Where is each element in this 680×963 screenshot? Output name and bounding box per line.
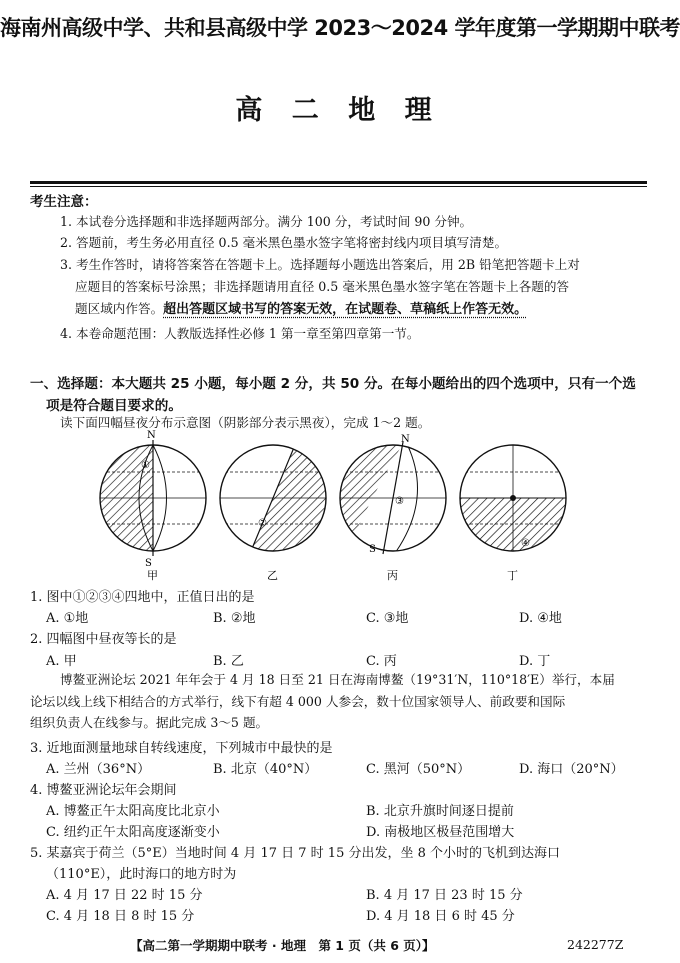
- q3-option-a: A. 兰州（36°N）: [46, 762, 151, 777]
- q5-option-b: B. 4 月 17 日 23 时 15 分: [366, 888, 523, 903]
- label-jia: 甲: [147, 569, 158, 582]
- notice-item-3-cont: 应题目的答案标号涂黑；非选择题请用直径 0.5 毫米黑色墨水签字笔在答题卡上各题的答: [75, 279, 570, 294]
- q1-option-b: B. ②地: [213, 611, 256, 626]
- q1-option-a: A. ①地: [46, 611, 89, 626]
- q2-stem: 2. 四幅图中昼夜等长的是: [30, 632, 177, 647]
- notice-item-2: 2. 答题前，考生务必用直径 0.5 毫米黑色墨水签字笔将密封线内项目填写清楚。: [60, 235, 508, 250]
- section1-line1: 一、选择题：本大题共 25 小题，每小题 2 分，共 50 分。在每小题给出的四个选项中，只有一个选: [30, 376, 636, 392]
- q1-option-c: C. ③地: [366, 611, 409, 626]
- q5-stem-line-2: （110°E），此时海口的地方时为: [46, 867, 237, 882]
- label-yi: 乙: [267, 569, 278, 582]
- q5-option-d: D. 4 月 18 日 6 时 45 分: [366, 909, 515, 924]
- figure-intro: 读下面四幅昼夜分布示意图（阴影部分表示黑夜），完成 1～2 题。: [60, 415, 431, 430]
- marker-1: ①: [141, 460, 150, 471]
- marker-3: ③: [395, 496, 404, 507]
- passage-line-3: 组织负责人在线参与。据此完成 3～5 题。: [30, 715, 269, 730]
- q3-option-d: D. 海口（20°N）: [519, 762, 624, 777]
- globe1-s-label: S: [145, 558, 152, 569]
- q4-option-d: D. 南极地区极昼范围增大: [366, 825, 515, 840]
- globe1-n-label: N: [147, 430, 156, 441]
- notice-emphasis: 超出答题区域书写的答案无效，在试题卷、草稿纸上作答无效。: [163, 302, 528, 317]
- header-rule-thin: [30, 186, 647, 187]
- notice-heading: 考生注意：: [30, 194, 98, 210]
- q3-option-b: B. 北京（40°N）: [213, 762, 318, 777]
- globe3-n-label: N: [401, 434, 410, 445]
- label-ding: 丁: [507, 569, 518, 582]
- subject-title: 高 二 地 理: [235, 95, 442, 126]
- header-rule-thick: [30, 181, 647, 184]
- q4-option-c: C. 纽约正午太阳高度逐渐变小: [46, 825, 220, 840]
- marker-4: ④: [521, 538, 530, 549]
- q1-stem: 1. 图中①②③④四地中，正值日出的是: [30, 590, 255, 605]
- q5-option-a: A. 4 月 17 日 22 时 15 分: [46, 888, 203, 903]
- globe-bing: [340, 434, 446, 556]
- q4-option-a: A. 博鳌正午太阳高度比北京小: [46, 804, 220, 819]
- marker-2: ②: [258, 518, 267, 529]
- paper-code: 242277Z: [567, 937, 624, 952]
- q2-option-d: D. 丁: [519, 654, 551, 669]
- globe-ding: [460, 445, 566, 556]
- q4-stem: 4. 博鳌亚洲论坛年会期间: [30, 783, 177, 798]
- notice-item-3: 3. 考生作答时，请将答案答在答题卡上。选择题每小题选出答案后，用 2B 铅笔把答题卡上对: [60, 257, 580, 272]
- notice-item-3-cont2: [75, 300, 527, 319]
- globe-yi: [220, 445, 326, 556]
- q5-option-c: C. 4 月 18 日 8 时 15 分: [46, 909, 195, 924]
- exam-title: 海南州高级中学、共和县高级中学 2023～2024 学年度第一学期期中联考: [0, 16, 680, 40]
- page-footer: 【高二第一学期期中联考 · 地理 第 1 页（共 6 页）】: [130, 938, 435, 953]
- notice-item-3-tail: 题区域内作答。: [75, 301, 164, 316]
- notice-item-4: 4. 本卷命题范围：人教版选择性必修 1 第一章至第四章第一节。: [60, 326, 420, 341]
- q5-stem-line-1: 5. 某嘉宾于荷兰（5°E）当地时间 4 月 17 日 7 时 15 分出发，坐 8 个小时的飞机到达海口: [30, 846, 561, 861]
- globe3-s-label: S: [369, 544, 376, 555]
- section1-line2: 项是符合题目要求的。: [46, 398, 182, 414]
- q2-option-a: A. 甲: [46, 654, 77, 669]
- passage-line-1: 博鳌亚洲论坛 2021 年年会于 4 月 18 日至 21 日在海南博鳌（19°31′N，110°18′E）举行，本届: [60, 672, 615, 687]
- passage-line-2: 论坛以线上线下相结合的方式举行，线下有超 4 000 人参会，数十位国家领导人、前政要和国际: [30, 694, 566, 709]
- q3-stem: 3. 近地面测量地球自转线速度，下列城市中最快的是: [30, 741, 333, 756]
- q3-option-c: C. 黑河（50°N）: [366, 762, 471, 777]
- label-bing: 丙: [387, 569, 398, 582]
- q2-option-b: B. 乙: [213, 654, 244, 669]
- q4-option-b: B. 北京升旗时间逐日提前: [366, 804, 514, 819]
- day-night-figure: [95, 430, 585, 582]
- q2-option-c: C. 丙: [366, 654, 397, 669]
- notice-item-1: 1. 本试卷分选择题和非选择题两部分。满分 100 分，考试时间 90 分钟。: [60, 214, 473, 229]
- q1-option-d: D. ④地: [519, 611, 562, 626]
- globe-jia: [95, 430, 206, 569]
